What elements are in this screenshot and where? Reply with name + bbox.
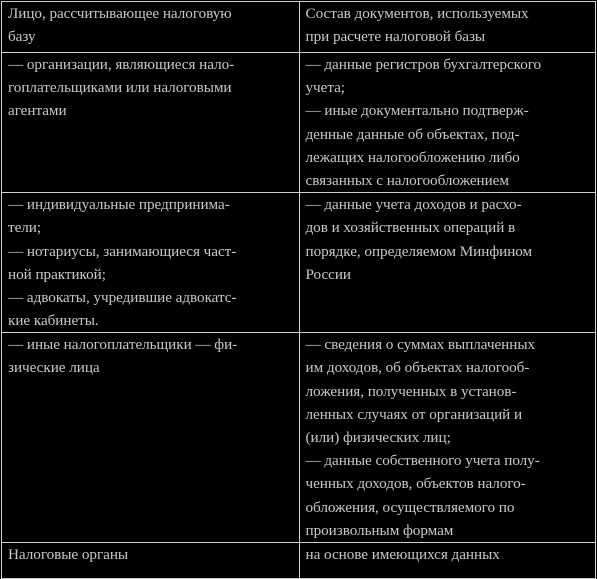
cell-documents <box>299 53 596 193</box>
table-row <box>2 542 596 578</box>
text-line: лежащих налогообложению либо <box>305 148 520 166</box>
text-line: — иные налогоплательщики — фи- <box>8 336 238 354</box>
text-line: ной практикой; <box>8 265 106 283</box>
text-line: ченных доходов, объектов налого- <box>305 475 526 493</box>
text-line: обложения, осуществляемого по <box>305 498 515 516</box>
table-row <box>2 333 596 543</box>
cell-documents <box>299 333 596 543</box>
text-line: — организации, являющиеся нало- <box>8 56 235 73</box>
text-line: — данные собственного учета полу- <box>305 452 540 470</box>
text-line: (или) физических лиц; <box>305 429 451 446</box>
text-line: Лицо, рассчитывающее налоговую <box>8 5 232 22</box>
table-header-row <box>2 2 596 53</box>
text-line: — иные документально подтверж- <box>305 102 529 120</box>
cell-documents <box>299 542 596 578</box>
text-line: связанных с налогообложением <box>305 171 509 189</box>
text-line: произвольным формам <box>305 521 454 539</box>
text-line: России <box>305 265 351 283</box>
text-line: денные данные об объектах, под- <box>305 125 520 143</box>
text-line: — индивидуальные предпринима- <box>8 196 230 214</box>
text-line: Налоговые органы <box>8 545 129 563</box>
text-line: учета; <box>305 79 345 97</box>
text-line: зические лица <box>8 359 100 377</box>
text-line: — данные учета доходов и расхо- <box>305 196 522 214</box>
text-line: гоплательщиками или налоговыми <box>8 79 232 97</box>
text-line: ложения, полученных в установ- <box>305 382 517 400</box>
header-cell-taxpayer <box>2 2 300 53</box>
text-line: агентами <box>8 102 67 120</box>
text-line: — сведения о суммах выплаченных <box>305 336 536 354</box>
table-row <box>2 193 596 333</box>
text-line: дов и хозяйственных операций в <box>305 219 516 237</box>
cell-taxpayer <box>2 193 300 333</box>
cell-taxpayer <box>2 53 300 193</box>
cell-taxpayer <box>2 542 300 578</box>
cell-documents <box>299 193 596 333</box>
text-line: ленных случаях от организаций и <box>305 405 523 423</box>
text-line: базу <box>8 28 36 46</box>
text-line: Состав документов, используемых <box>305 5 529 22</box>
header-cell-documents <box>299 2 596 53</box>
text-line: — нотариусы, занимающиеся част- <box>8 242 237 260</box>
text-line: — адвокаты, учредившие адвокатс- <box>8 288 237 306</box>
text-line: им доходов, об объектах налогооб- <box>305 359 530 377</box>
text-line: — данные регистров бухгалтерского <box>305 56 542 73</box>
text-line: кие кабинеты. <box>8 312 99 330</box>
text-line: на основе имеющихся данных <box>305 545 500 563</box>
table-row <box>2 53 596 193</box>
text-line: тели; <box>8 219 42 237</box>
text-line: при расчете налоговой базы <box>305 28 486 46</box>
cell-taxpayer <box>2 333 300 543</box>
text-line: порядке, определяемом Минфином <box>305 242 533 260</box>
document-table <box>1 1 596 579</box>
